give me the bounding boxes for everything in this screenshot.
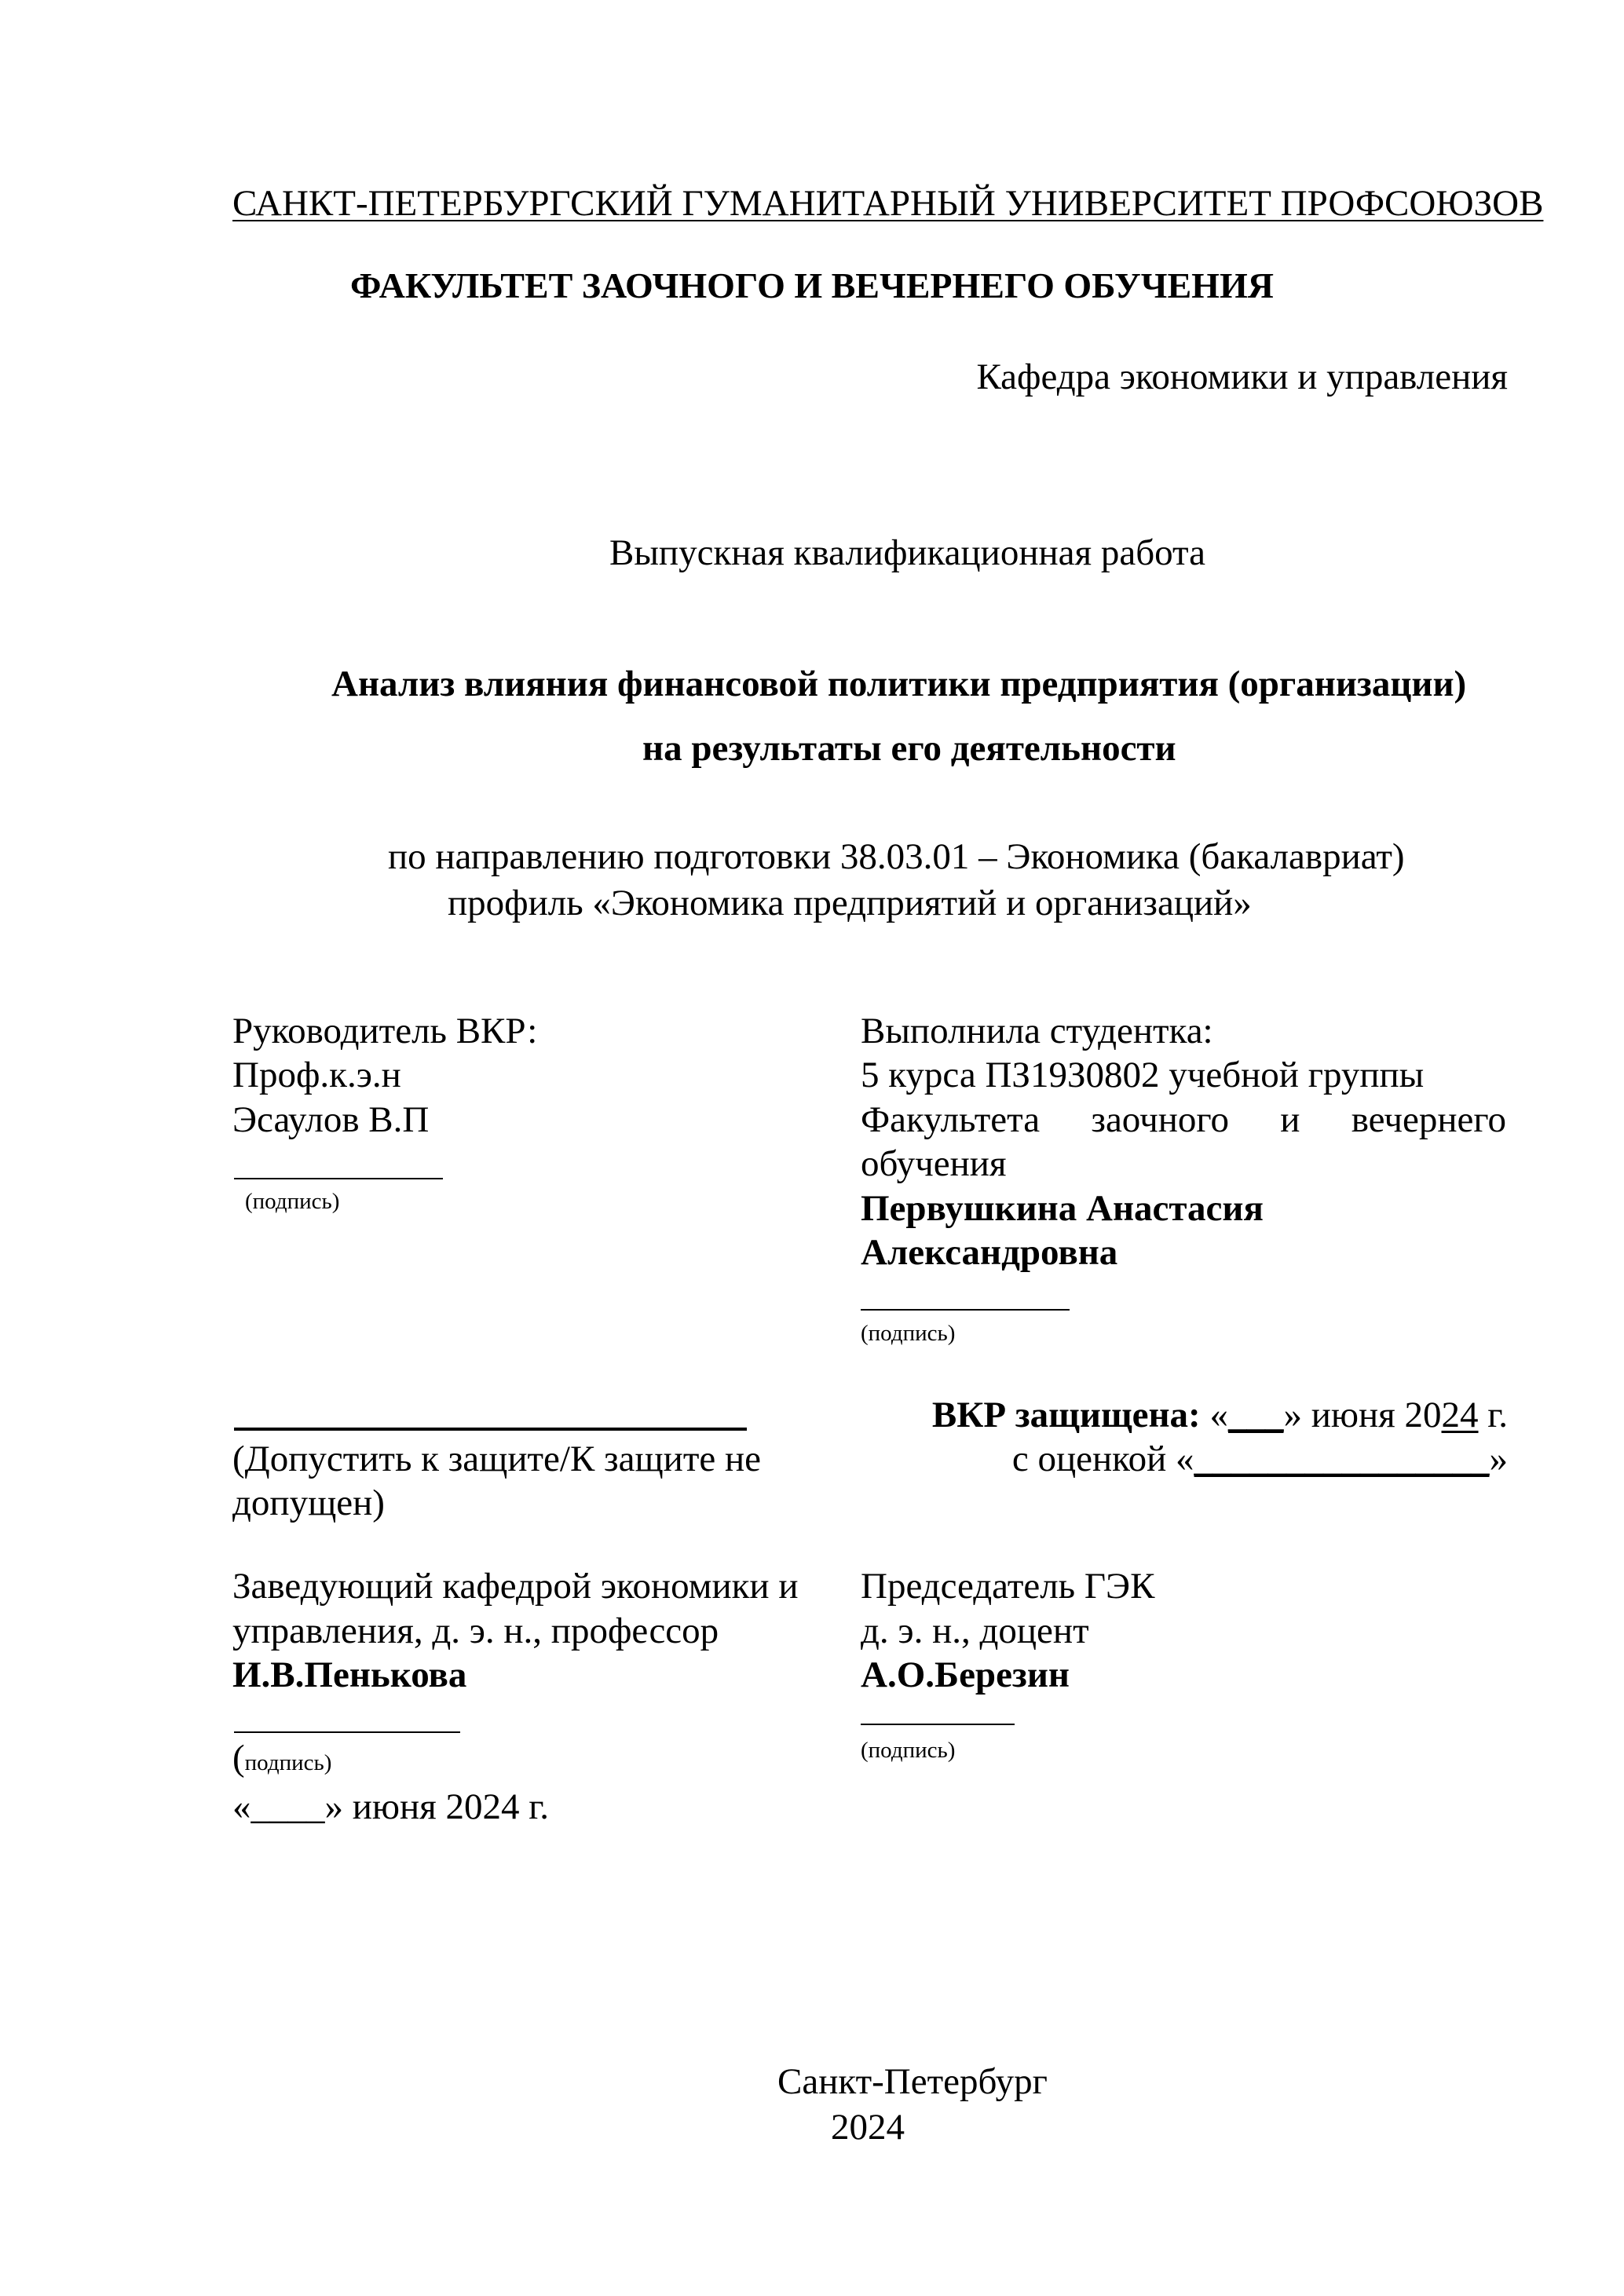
head-signature-rest: подпись)	[244, 1750, 332, 1775]
study-direction: по направлению подготовки 38.03.01 – Экономика (бакалавриат)	[388, 836, 1405, 877]
defense-grade-line	[1012, 1441, 1508, 1478]
student-faculty-word-3: и	[1280, 1099, 1300, 1140]
head-date: «____» июня 2024 г.	[232, 1786, 550, 1827]
faculty-title: ФАКУЛЬТЕТ ЗАОЧНОГО И ВЕЧЕРНЕГО ОБУЧЕНИЯ	[350, 265, 1274, 305]
chairman-signature-line	[861, 1724, 1015, 1725]
student-name-line2: Александровна	[861, 1232, 1118, 1273]
student-faculty-line	[861, 1099, 1506, 1140]
head-line1: Заведующий кафедрой экономики и	[232, 1566, 799, 1607]
supervisor-name: Эсаулов В.П	[232, 1099, 430, 1140]
student-name-line1: Первушкина Анастасия	[861, 1188, 1264, 1229]
university-name: САНКТ-ПЕТЕРБУРГСКИЙ ГУМАНИТАРНЫЙ УНИВЕРСИТЕТ ПРОФСОЮЗОВ	[232, 183, 1544, 224]
defense-line	[932, 1397, 1508, 1434]
chairman-degree: д. э. н., доцент	[861, 1610, 1089, 1651]
supervisor-signature-line	[234, 1178, 443, 1179]
chairman-signature-note: (подпись)	[861, 1738, 956, 1763]
head-signature-paren: (	[232, 1738, 245, 1779]
head-line2: управления, д. э. н., профессор	[232, 1610, 719, 1651]
defense-grade-post: »	[1489, 1439, 1508, 1479]
admission-text-line2: допущен)	[232, 1483, 385, 1523]
defense-date-pre: » июня 20	[1283, 1395, 1442, 1435]
student-faculty-word-4: вечернего	[1351, 1099, 1506, 1140]
defense-grade-pre: с оценкой «	[1011, 1439, 1194, 1479]
supervisor-signature-note: (подпись)	[245, 1189, 340, 1214]
student-faculty-word-2: заочного	[1091, 1099, 1229, 1140]
student-group: 5 курса ПЗ19З0802 учебной группы	[861, 1055, 1425, 1095]
work-type: Выпускная квалификационная работа	[609, 532, 1205, 573]
supervisor-label: Руководитель ВКР:	[232, 1011, 538, 1051]
head-name: И.В.Пенькова	[232, 1654, 467, 1695]
head-signature-note	[232, 1740, 331, 1777]
admission-line	[234, 1428, 747, 1431]
admission-text-line1: (Допустить к защите/К защите не	[232, 1439, 761, 1479]
defense-grade-blank: ________________	[1194, 1439, 1490, 1479]
student-signature-line	[861, 1309, 1070, 1311]
student-signature-note: (подпись)	[861, 1321, 956, 1346]
work-title-line1: Анализ влияния финансовой политики предприятия (организации)	[331, 664, 1467, 704]
footer-year: 2024	[831, 2107, 905, 2148]
work-title-line2: на результаты его деятельности	[642, 728, 1176, 769]
student-label: Выполнила студентка:	[861, 1011, 1213, 1051]
supervisor-degree: Проф.к.э.н	[232, 1055, 401, 1095]
footer-city: Санкт-Петербург	[777, 2061, 1048, 2102]
study-profile: профиль «Экономика предприятий и организаций»	[448, 883, 1252, 923]
defense-date-post: г.	[1478, 1395, 1508, 1435]
chairman-label: Председатель ГЭК	[861, 1566, 1155, 1607]
chairman-name: А.О.Березин	[861, 1654, 1070, 1695]
defense-day-blank: ___	[1227, 1395, 1284, 1435]
defense-label: ВКР защищена:	[931, 1395, 1201, 1435]
student-faculty-line2: обучения	[861, 1143, 1007, 1184]
student-faculty-word-1: Факультета	[861, 1099, 1041, 1140]
defense-open-quote: «	[1200, 1395, 1228, 1435]
head-signature-line	[234, 1731, 460, 1733]
defense-date-year-part: 24	[1441, 1395, 1479, 1435]
department-name: Кафедра экономики и управления	[976, 356, 1508, 397]
